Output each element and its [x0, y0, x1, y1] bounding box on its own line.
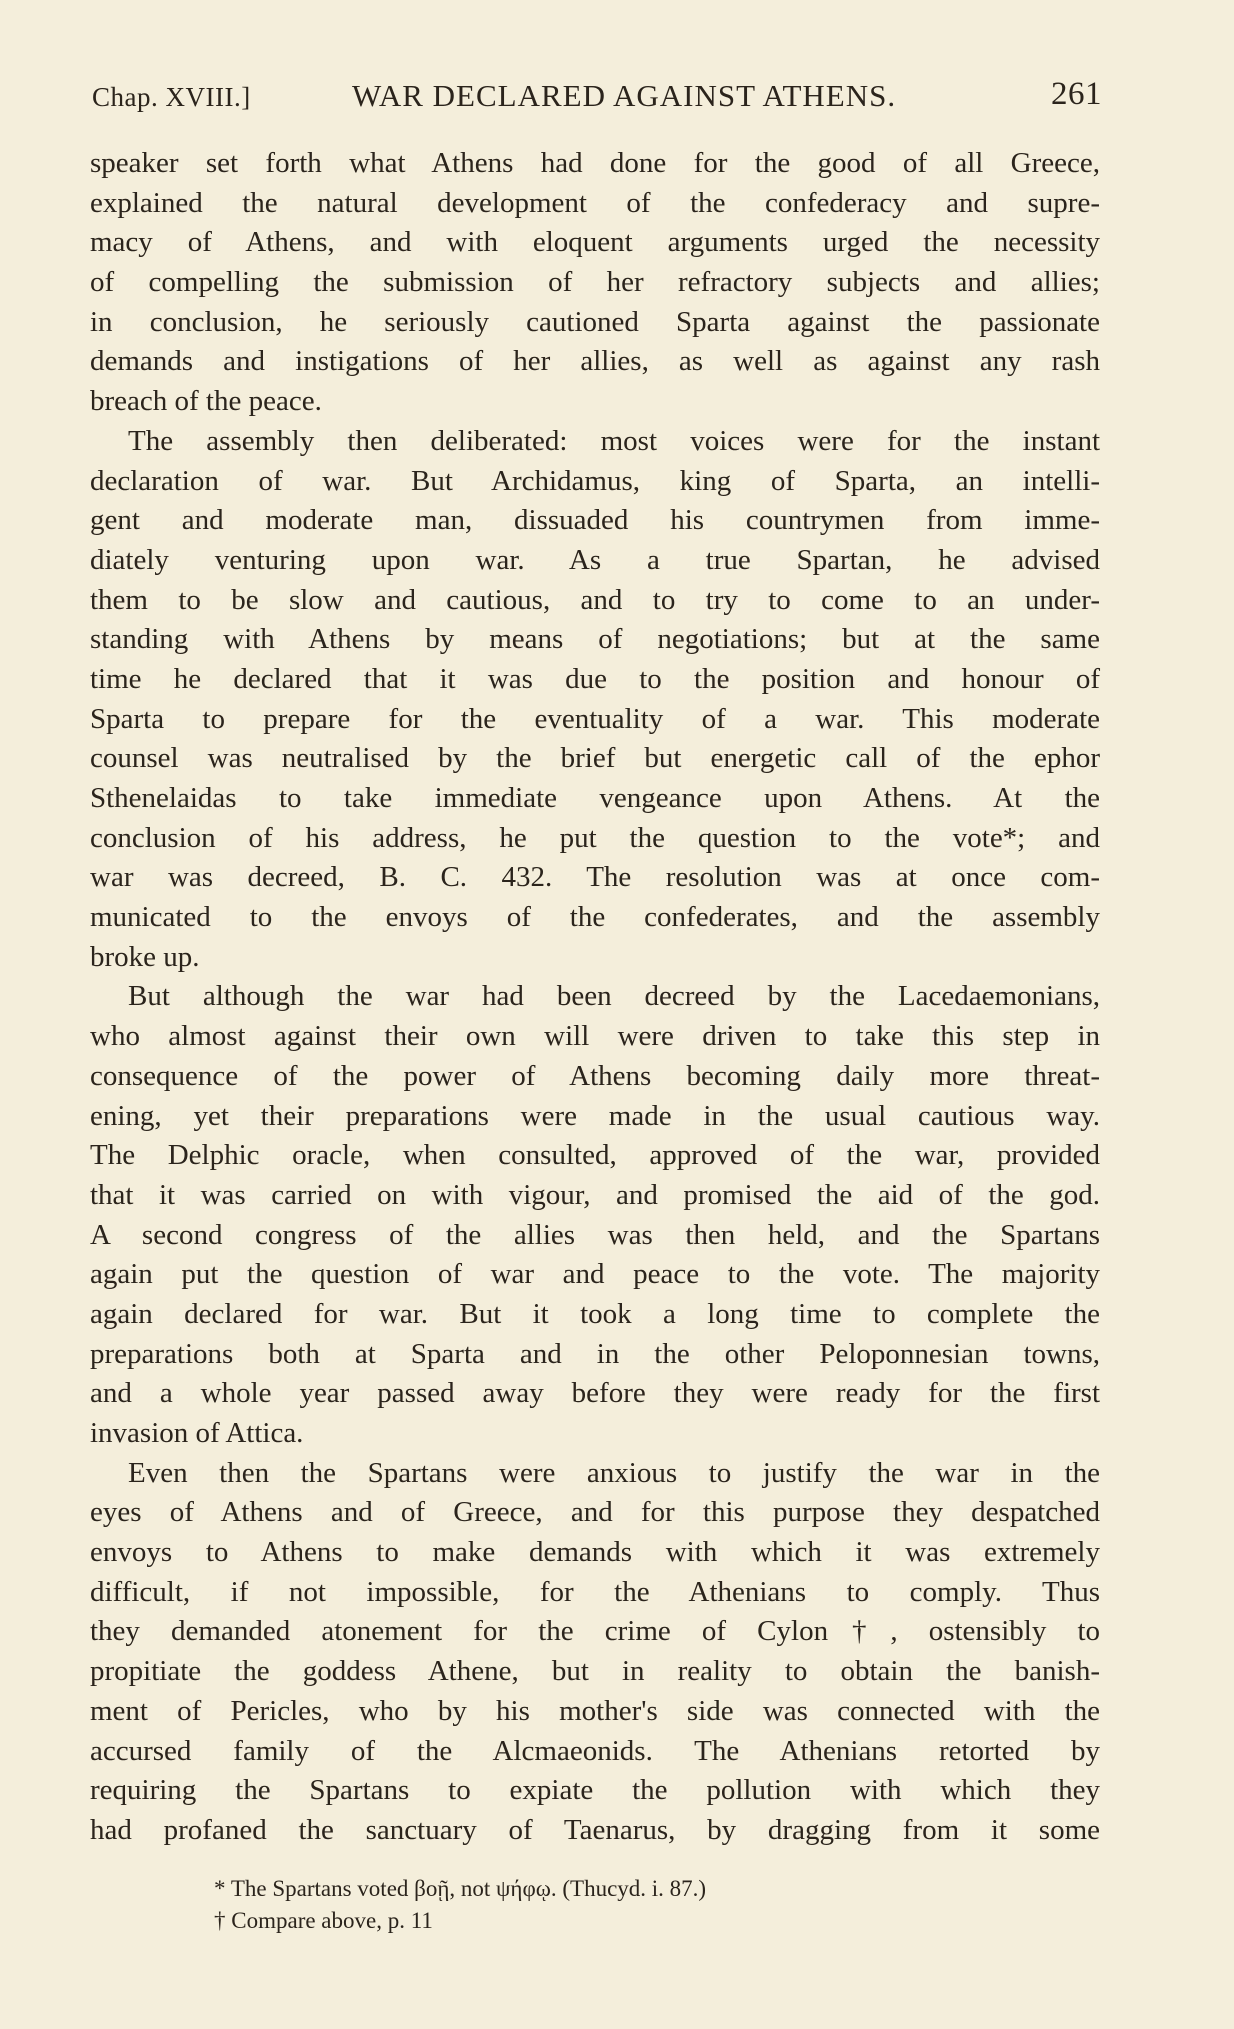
text-line: broke up.: [90, 940, 200, 973]
text-line: preparations both at Sparta and in the other Peloponnesian towns,: [90, 1337, 1100, 1370]
page-number: 261: [1051, 76, 1102, 112]
text-line: them to be slow and cautious, and to try to come to an under-: [90, 583, 1100, 616]
text-line: standing with Athens by means of negotiations; but at the same: [90, 623, 1100, 656]
text-line: speaker set forth what Athens had done for the good of all Greece,: [90, 147, 1100, 179]
text-line: diately venturing upon war. As a true Spartan, he advised: [90, 543, 1100, 576]
text-line: The assembly then deliberated: most voices were for the instant: [128, 424, 1100, 457]
text-line: conclusion of his address, he put the question to the vote*; and: [90, 821, 1100, 854]
text-line: gent and moderate man, dissuaded his countrymen from imme-: [90, 504, 1100, 537]
footnote: † Compare above, p. 11: [214, 1908, 433, 1933]
footnote: * The Spartans voted βοῇ, not ψήφῳ. (Thucyd. i. 87.): [214, 1876, 707, 1901]
text-line: breach of the peace.: [90, 385, 322, 418]
text-line: of compelling the submission of her refractory subjects and allies;: [90, 266, 1100, 299]
text-line: they demanded atonement for the crime of Cylon†, ostensibly to: [90, 1615, 1100, 1648]
text-line: municated to the envoys of the confederates, and the assembly: [90, 901, 1100, 934]
text-line: had profaned the sanctuary of Taenarus, by dragging from it some: [90, 1813, 1100, 1846]
text-line: who almost against their own will were driven to take this step in: [90, 1020, 1100, 1053]
running-head-title: WAR DECLARED AGAINST ATHENS.: [352, 78, 897, 113]
text-line: in conclusion, he seriously cautioned Sparta against the passionate: [90, 305, 1100, 338]
text-line: requiring the Spartans to expiate the pollution with which they: [90, 1774, 1100, 1807]
text-line: again declared for war. But it took a long time to complete the: [90, 1297, 1100, 1330]
text-line: invasion of Attica.: [90, 1417, 304, 1449]
text-line: ment of Pericles, who by his mother's side was connected with the: [90, 1694, 1100, 1727]
text-line: time he declared that it was due to the position and honour of: [90, 662, 1100, 695]
text-line: explained the natural development of the confederacy and supre-: [90, 186, 1100, 219]
text-line: and a whole year passed away before they were ready for the first: [90, 1377, 1100, 1410]
text-line: Sparta to prepare for the eventuality of a war. This moderate: [90, 702, 1100, 735]
text-line: The Delphic oracle, when consulted, approved of the war, provided: [90, 1139, 1100, 1172]
text-line: declaration of war. But Archidamus, king of Sparta, an intelli-: [90, 464, 1100, 497]
text-line: that it was carried on with vigour, and promised the aid of the god.: [90, 1178, 1100, 1211]
text-line: propitiate the goddess Athene, but in reality to obtain the banish-: [90, 1655, 1100, 1688]
text-line: But although the war had been decreed by the Lacedaemonians,: [128, 980, 1100, 1013]
text-line: Sthenelaidas to take immediate vengeance upon Athens. At the: [90, 782, 1100, 814]
footnotes: [214, 1873, 1014, 1937]
text-line: again put the question of war and peace to the vote. The majority: [90, 1258, 1100, 1291]
text-line: difficult, if not impossible, for the Athenians to comply. Thus: [90, 1575, 1100, 1608]
body-text: [90, 144, 1100, 1851]
text-line: war was decreed, B. C. 432. The resolution was at once com-: [90, 861, 1100, 894]
text-line: accursed family of the Alcmaeonids. The Athenians retorted by: [90, 1734, 1100, 1767]
text-line: ening, yet their preparations were made in the usual cautious way.: [90, 1099, 1100, 1132]
text-line: counsel was neutralised by the brief but energetic call of the ephor: [90, 742, 1100, 775]
running-head-chapter: Chap. XVIII.]: [92, 82, 251, 112]
text-line: envoys to Athens to make demands with which it was extremely: [90, 1536, 1100, 1569]
text-line: A second congress of the allies was then held, and the Spartans: [90, 1218, 1100, 1251]
text-line: Even then the Spartans were anxious to justify the war in the: [128, 1456, 1100, 1489]
text-line: demands and instigations of her allies, as well as against any rash: [90, 345, 1100, 378]
text-line: macy of Athens, and with eloquent arguments urged the necessity: [90, 226, 1100, 259]
text-line: eyes of Athens and of Greece, and for this purpose they despatched: [90, 1496, 1100, 1529]
running-head: [92, 74, 1102, 118]
text-line: consequence of the power of Athens becoming daily more threat-: [90, 1059, 1100, 1092]
